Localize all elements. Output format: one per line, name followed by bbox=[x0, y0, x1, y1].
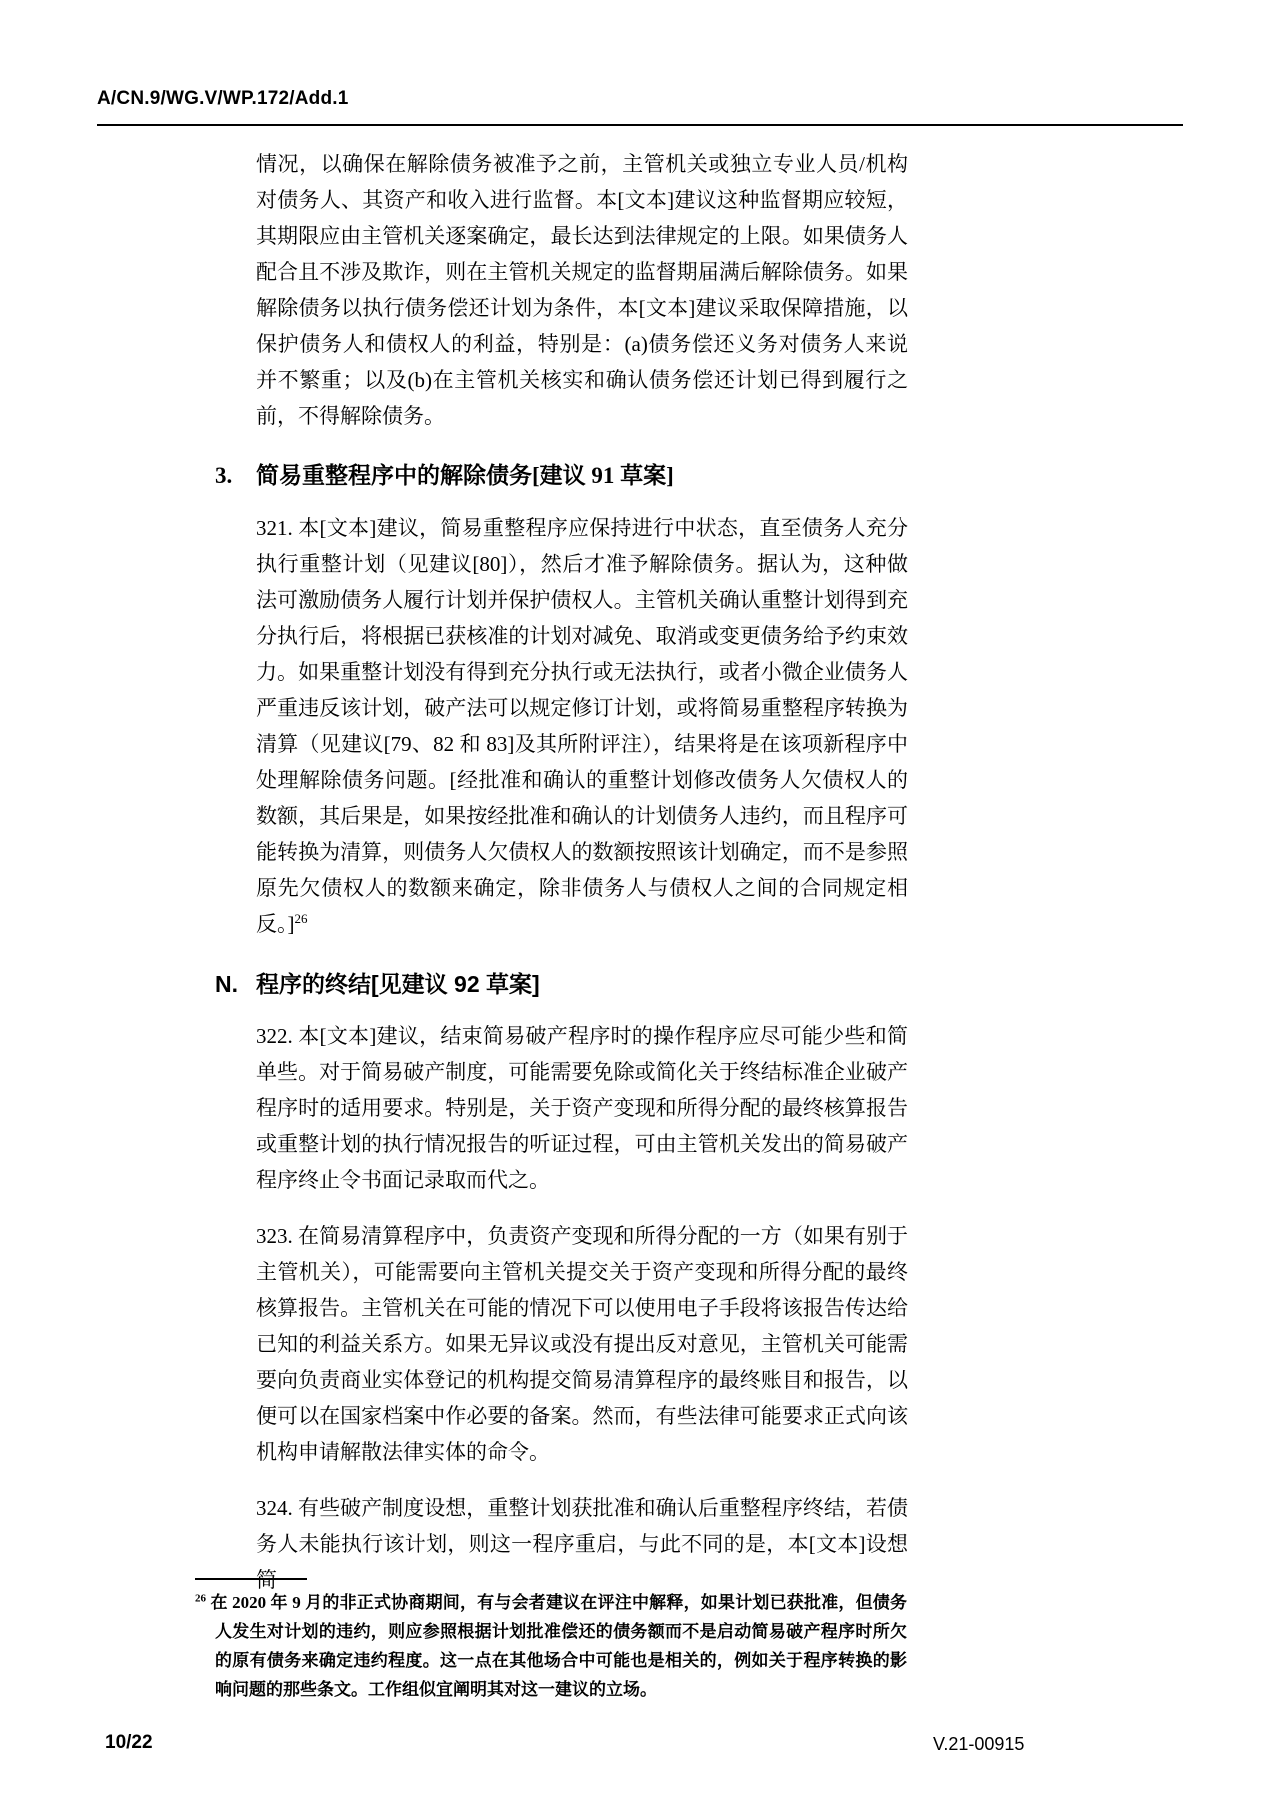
section-number: 3. bbox=[215, 463, 233, 488]
section-title: 简易重整程序中的解除债务[建议 91 草案] bbox=[256, 463, 674, 488]
footnote-area bbox=[195, 1578, 907, 1704]
footnote-number: 26 bbox=[195, 1592, 206, 1605]
footnote-reference-26: 26 bbox=[294, 911, 308, 926]
paragraph-322: 322. 本[文本]建议，结束简易破产程序时的操作程序应尽可能少些和简单些。对于简易破产制度，可能需要免除或简化关于终结标准企业破产程序时的适用要求。特别是，关于资产变现和所得分配的最终核算报告或重整计划的执行情况报告的听证过程，可由主管机关发出的简易破产程序终止令书面记录取而代之。 bbox=[256, 1024, 908, 1192]
document-body bbox=[215, 146, 908, 1618]
footnote-separator bbox=[195, 1578, 307, 1580]
footnote-26 bbox=[195, 1588, 908, 1704]
footnote-text: 在 2020 年 9 月的非正式协商期间，有与会者建议在评注中解释，如果计划已获批准，但债务人发生对计划的违约，则应参照根据计划批准偿还的债务额而不是启动简易破产程序时所欠的原有债务来确定违约程度。这一点在其他场合中可能也是相关的，例如关于程序转换的影响问题的那些条文。工作组似宜阐明其对这一建议的立场。 bbox=[210, 1593, 908, 1699]
section-number: N. bbox=[215, 971, 238, 997]
paragraph-320-continuation: 情况，以确保在解除债务被准予之前，主管机关或独立专业人员/机构对债务人、其资产和收入进行监督。本[文本]建议这种监督期应较短，其期限应由主管机关逐案确定，最长达到法律规定的上限。如果债务人配合且不涉及欺诈，则在主管机关规定的监督期届满后解除债务。如果解除债务以执行债务偿还计划为条件，本[文本]建议采取保障措施，以保护债务人和债权人的利益，特别是：(a)债务偿还义务对债务人来说并不繁重；以及(b)在主管机关核实和确认债务偿还计划已得到履行之前，不得解除债务。 bbox=[256, 152, 908, 428]
document-symbol: A/CN.9/WG.V/WP.172/Add.1 bbox=[97, 88, 349, 109]
document-header bbox=[97, 88, 1183, 126]
paragraph-324: 324. 有些破产制度设想，重整计划获批准和确认后重整程序终结，若债务人未能执行该计划，则这一程序重启，与此不同的是，本[文本]设想简 bbox=[256, 1496, 908, 1592]
page-number: 10/22 bbox=[105, 1732, 153, 1753]
paragraph-321-text: 321. 本[文本]建议，简易重整程序应保持进行中状态，直至债务人充分执行重整计划（见建议[80]），然后才准予解除债务。据认为，这种做法可激励债务人履行计划并保护债权人。主管机关确认重整计划得到充分执行后，将根据已获核准的计划对减免、取消或变更债务给予约束效力。如果重整计划没有得到充分执行或无法执行，或者小微企业债务人严重违反该计划，破产法可以规定修订计划，或将简易重整程序转换为清算（见建议[79、82 和 83]及其所附评注），结果将是在该项新程序中处理解除债务问题。[经批准和确认的重整计划修改债务人欠债权人的数额，其后果是，如果按经批准和确认的计划债务人违约，而且程序可能转换为清算，则债务人欠债权人的数额按照该计划确定，而不是参照原先欠债权人的数额来确定，除非债务人与债权人之间的合同规定相反。] bbox=[256, 516, 908, 936]
section-heading-N bbox=[215, 966, 908, 1002]
paragraph-321 bbox=[256, 510, 908, 942]
section-title: 程序的终结[见建议 92 草案] bbox=[256, 971, 540, 997]
section-heading-3 bbox=[215, 458, 908, 494]
paragraph-323: 323. 在简易清算程序中，负责资产变现和所得分配的一方（如果有别于主管机关），可能需要向主管机关提交关于资产变现和所得分配的最终核算报告。主管机关在可能的情况下可以使用电子手段将该报告传达给已知的利益关系方。如果无异议或没有提出反对意见，主管机关可能需要向负责商业实体登记的机构提交简易清算程序的最终账目和报告，以便可以在国家档案中作必要的备案。然而，有些法律可能要求正式向该机构申请解散法律实体的命令。 bbox=[256, 1224, 908, 1464]
document-id: V.21-00915 bbox=[933, 1734, 1025, 1754]
